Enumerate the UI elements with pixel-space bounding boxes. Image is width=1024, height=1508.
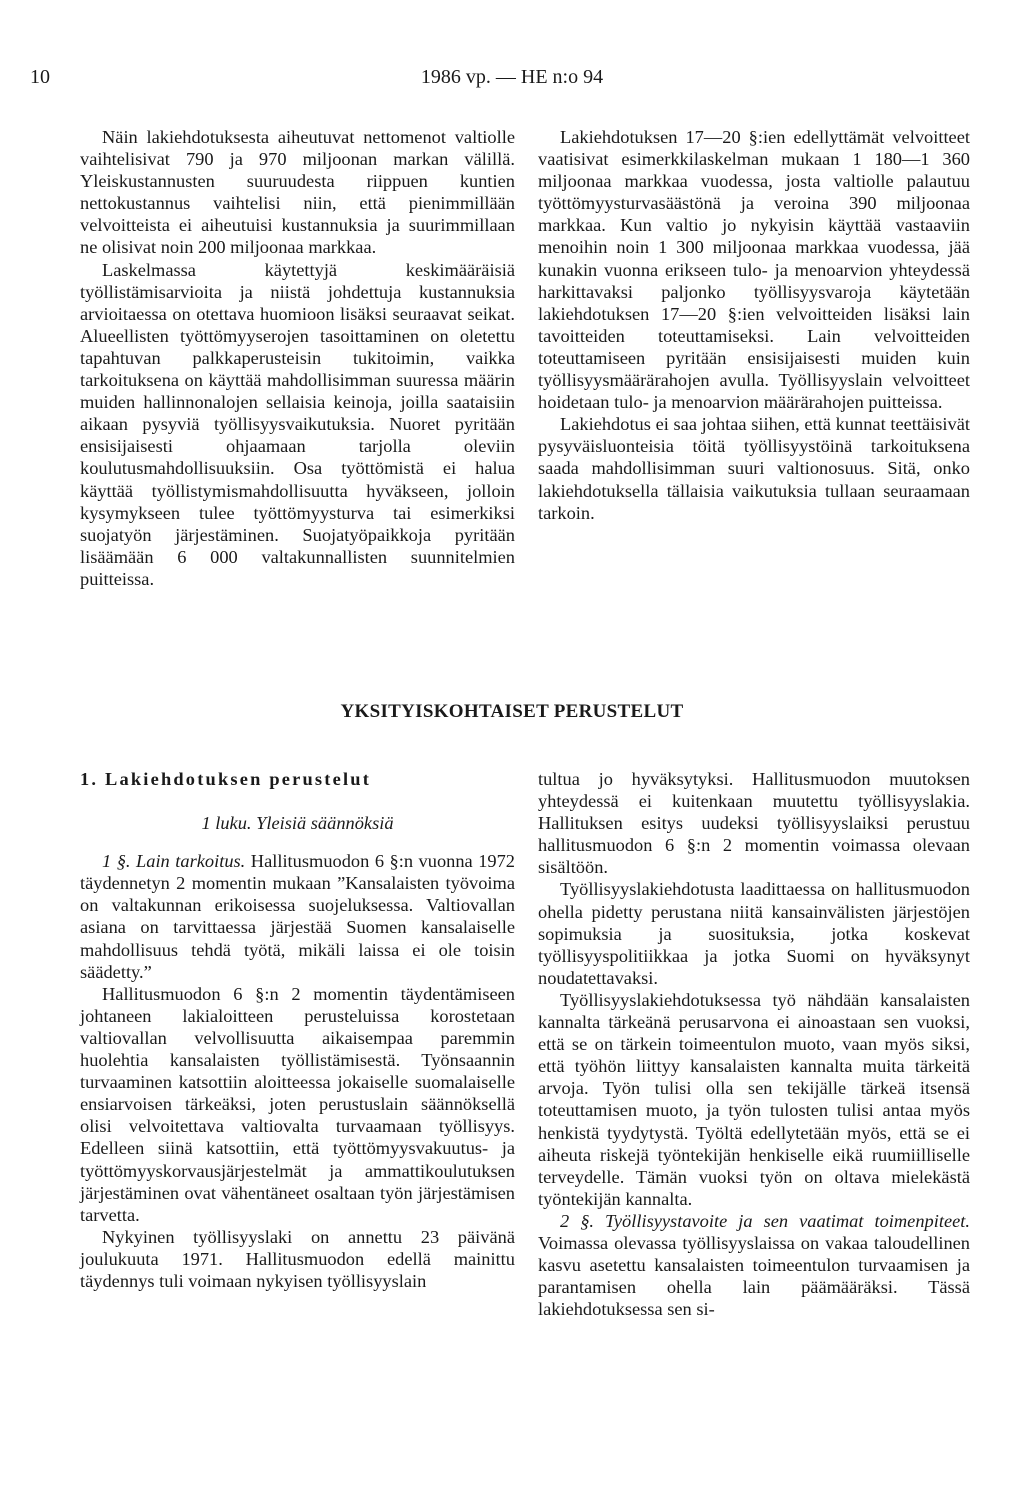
paragraph: Lakiehdotuksen 17—20 §:ien edellyttämät velvoitteet vaatisivat esimerkkilaskelman mukaan 1 180—1 360 miljoonaa markkaa vuodessa, josta valtiolle palautuu työttömyysturvasäästönä ja veroina 390 miljoonaa markkaa. Kun valtio jo nykyisin käyttää vastaaviin menoihin noin 1 300 miljoonaa markkaa vuodessa, jää kunakin vuonna erikseen tulo- ja menoarvion yhteydessä harkittavaksi paljonko työllisyysvaroja käytetään lakiehdotuksen 17—20 §:ien velvoitteiden lisäksi lain tavoitteiden toteuttamiseksi. Lain velvoitteiden toteuttamiseen pyritään ensisijaisesti muiden kuin työllisyysmäärärahojen avulla. Työllisyyslain velvoitteet hoidetaan tulo- ja menoarvion määrärahojen puitteissa. — [538, 127, 970, 413]
paragraph: Hallitusmuodon 6 §:n 2 momentin täydentämiseen johtaneen lakialoitteen perusteluissa korostetaan valtiovallan velvollisuutta aikaisempaa paremmin huolehtia kansalaisten työllistämisestä. Työnsaannin turvaaminen katsottiin aloitteessa jokaiselle suomalaiselle ensiarvoisen tärkeäksi, joten perustuslain säännöksellä olisi velvoitettava valtiovalta turvaamaan työllisyys. Edelleen siinä katsottiin, että työttömyysvakuutus- ja työttömyyskorvausjärjestelmät ja ammattikoulutuksen järjestäminen ovat vähentäneet osaltaan työn järjestämisen tarvetta. — [80, 983, 515, 1225]
running-head: 1986 vp. — HE n:o 94 — [420, 66, 604, 88]
top-right-column — [538, 126, 970, 524]
subheading: 1. Lakiehdotuksen perustelut — [80, 769, 372, 789]
page-header — [30, 66, 994, 96]
paragraph: Laskelmassa käytettyjä keskimääräisiä työllistämisarvioita ja niistä johdettuja kustannuksia arvioitaessa on otettava huomioon lisäksi seuraavat seikat. Alueellisten työttömyyserojen tasoittaminen on oletettu tapahtuvan palkkaperusteisin tukitoimin, vaikka tarkoituksena on käyttää mahdollisimman suuressa määrin muiden hallinnonalojen sellaisia keinoja, joilla saataisiin aikaan pysyviä työllisyysvaikutuksia. Nuoret pyritään ensisijaisesti ohjaamaan tarjolla oleviin koulutusmahdollisuuksiin. Osa työttömistä ei halua käyttää työllistymismahdollisuutta hyväkseen, jolloin kysymykseen tulee työttömyysturva tai esimerkiksi suojatyön järjestäminen. Suojatyöpaikkoja pyritään lisäämään 6 000 valtakunnallisten suunnitelmien puitteissa. — [80, 259, 515, 589]
paragraph: Näin lakiehdotuksesta aiheutuvat nettomenot valtiolle vaihtelisivat 790 ja 970 miljoonan markan välillä. Yleiskustannusten suuruudesta riippuen kuntien nettokustannus vaihtelisi niin, että pienimmillään velvoitteista ei aiheutuisi kustannuksia ja suurimmillaan ne olisivat noin 200 miljoonaa markkaa. — [80, 127, 515, 258]
section-heading: YKSITYISKOHTAISET PERUSTELUT — [340, 701, 684, 722]
top-left-column — [80, 126, 515, 590]
section-paragraph — [80, 850, 515, 983]
bottom-left-column — [80, 768, 515, 1292]
section-text: Voimassa olevassa työllisyyslaissa on vakaa taloudellinen kasvu asetettu kansalaisten toimeentulon turvaamisen ja parantamisen ohella lain päämääräksi. Tässä lakiehdotuksessa sen si- — [538, 1232, 970, 1320]
paragraph: Nykyinen työllisyyslaki on annettu 23 päivänä joulukuuta 1971. Hallitusmuodon edellä mainittu täydennys tuli voimaan nykyisen työllisyyslain — [80, 1226, 515, 1291]
paragraph: Työllisyyslakiehdotuksessa työ nähdään kansalaisten kannalta tärkeänä perusarvona ei ainoastaan sen vuoksi, että se on tärkein toimeentulon muoto, vaan myös siksi, että työhön liittyy kansalaisten kannalta muita tärkeitä arvoja. Työn tulisi olla sen tekijälle tärkeä itsensä toteuttamisen muoto, ja työn tulosten tulisi antaa myös henkistä tyydytystä. Työltä edellytetään myös, että se ei aiheuta riskejä työntekijän henkiselle eikä ruumiilliselle terveydelle. Tämän vuoksi työn on oltava mielekästä työntekijän kannalta. — [538, 989, 970, 1209]
section-text: Hallitusmuodon 6 §:n vuonna 1972 täydennetyn 2 momentin mukaan ”Kansalaisten työvoima on valtakunnan erikoisessa suojeluksessa. Valtiovallan asiana on tarvittaessa järjestää Suomen kansalaiselle mahdollisuus tehdä työtä, mikäli laissa ei ole toisin säädetty.” — [80, 851, 515, 982]
section-title: 1 §. Lain tarkoitus. — [102, 851, 246, 872]
chapter-heading: 1 luku. Yleisiä säännöksiä — [201, 813, 394, 834]
paragraph: tultua jo hyväksytyksi. Hallitusmuodon muutoksen yhteydessä ei kuitenkaan muutettu työllisyyslakia. Hallituksen esitys uudeksi työllisyyslaiksi perustuu hallitusmuodon 6 §:n 2 momentin voimassa olevaan sisältöön. — [538, 769, 970, 878]
section-paragraph — [538, 1210, 970, 1320]
paragraph: Lakiehdotus ei saa johtaa siihen, että kunnat teettäisivät pysyväisluonteisia töitä työllisyystöinä tarkoituksena saada mahdollisimman suuri valtionosuus. Sitä, onko lakiehdotuksella tällaisia vaikutuksia tullaan seuraamaan tarkoin. — [538, 414, 970, 523]
page-number: 10 — [30, 66, 50, 88]
paragraph: Työllisyyslakiehdotusta laadittaessa on hallitusmuodon ohella pidetty perustana niitä kansainvälisten järjestöjen sopimuksia ja suosituksia, jotka koskevat työllisyyspolitiikkaa ja jotka Suomi on hyväksynyt noudatettavaksi. — [538, 879, 970, 988]
bottom-right-column — [538, 768, 970, 1320]
section-title: 2 §. Työllisyystavoite ja sen vaatimat toimenpiteet. — [560, 1210, 970, 1231]
